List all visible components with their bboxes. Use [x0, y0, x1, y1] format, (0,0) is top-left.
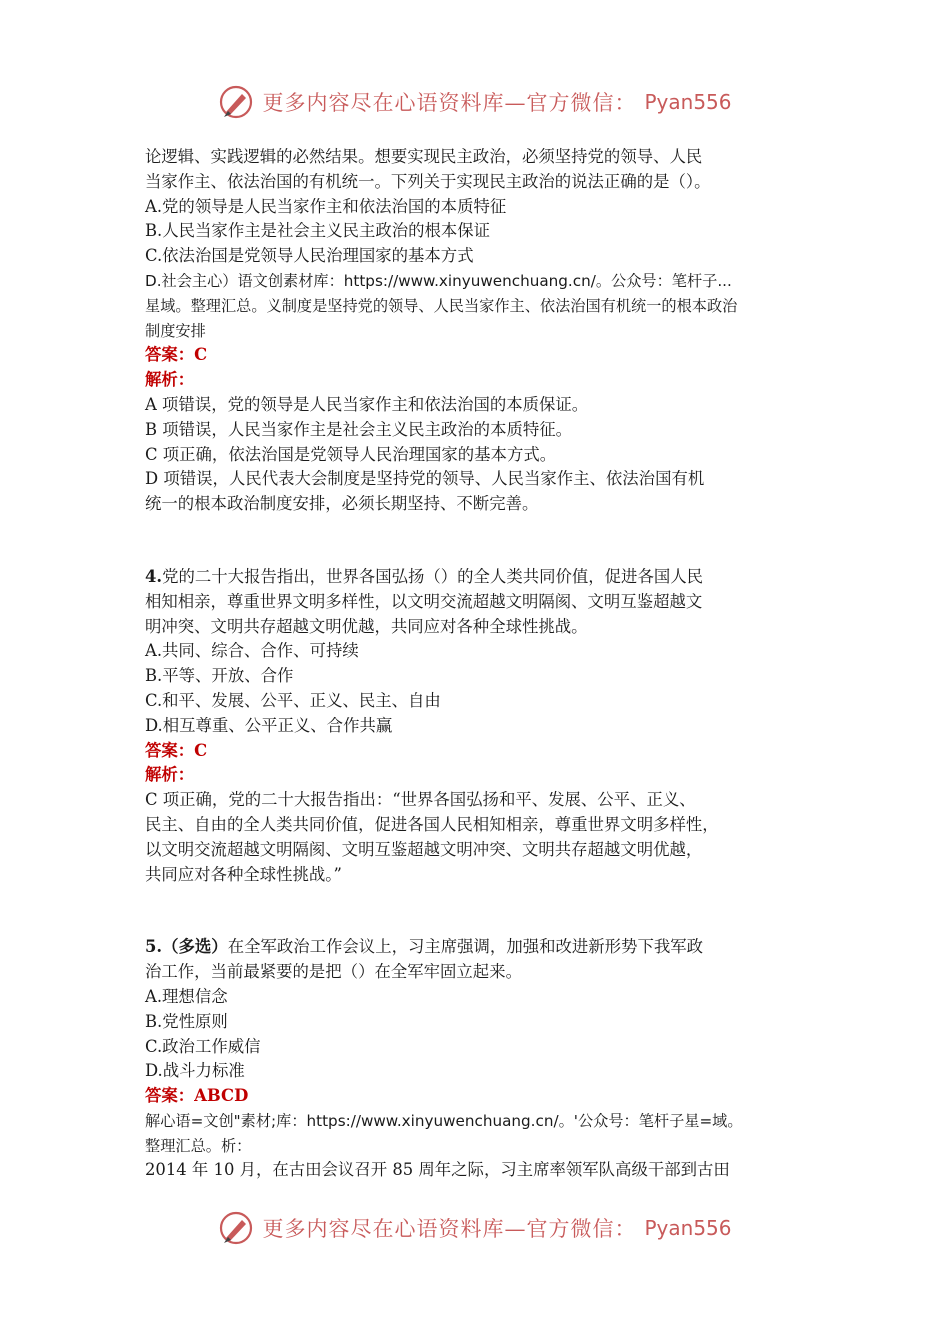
q3-analysis-line: B 项错误，人民当家作主是社会主义民主政治的本质特征。 — [145, 419, 573, 439]
q5-analysis-mixed: 整理汇总。析： — [145, 1136, 252, 1155]
q4-analysis-line: 民主、自由的全人类共同价值，促进各国人民相知相亲，尊重世界文明多样性， — [145, 814, 719, 834]
q4-number: 4. — [145, 566, 163, 586]
q3-option-b: B.人民当家作主是社会主义民主政治的根本保证 — [145, 221, 491, 241]
footer-banner — [0, 1210, 950, 1246]
q5-option-d: D.战斗力标准 — [145, 1061, 245, 1081]
pen-logo-icon — [218, 84, 254, 120]
q4-line: 相知相亲，尊重世界文明多样性，以文明交流超越文明隔阂、文明互鉴超越文 — [145, 591, 703, 611]
q3-line: 当家作主、依法治国的有机统一。下列关于实现民主政治的说法正确的是（）。 — [145, 171, 711, 191]
q3-option-c: C.依法治国是党领导人民治理国家的基本方式 — [145, 246, 474, 266]
q4-option-a: A.共同、综合、合作、可持续 — [145, 641, 359, 661]
banner-code: Pyan556 — [644, 90, 732, 114]
q4-answer: 答案：C — [145, 740, 208, 760]
banner-text: 更多内容尽在心语资料库—官方微信： — [262, 91, 637, 115]
q3-option-d: D.社会主心）语文创素材库：https://www.xinyuwenchuang.cn/。公众号：笔杆子... — [145, 271, 732, 290]
q3-option-d: 星域。整理汇总。义制度是坚持党的领导、人民当家作主、依法治国有机统一的根本政治 — [145, 296, 738, 315]
q4-option-c: C.和平、发展、公平、正义、民主、自由 — [145, 690, 441, 710]
q4-analysis-line: 以文明交流超越文明隔阂、文明互鉴超越文明冲突、文明共存超越文明优越， — [145, 839, 703, 859]
q5-stem — [145, 935, 810, 960]
spacer — [145, 517, 810, 565]
q4-analysis-label: 解析： — [145, 765, 195, 785]
q4-line: 明冲突、文明共存超越文明优越，共同应对各种全球性挑战。 — [145, 616, 588, 636]
q3-analysis-label: 解析： — [145, 370, 195, 390]
q3-option-d: 制度安排 — [145, 321, 206, 340]
q3-answer: 答案：C — [145, 345, 208, 365]
q5-analysis-mixed: 解心语=文创"素材;库：https://www.xinyuwenchuang.cn/。'公众号：笔杆子星=域。 — [145, 1111, 743, 1130]
q5-line: 治工作，当前最紧要的是把（）在全军牢固立起来。 — [145, 962, 522, 982]
q5-stem-text: 在全军政治工作会议上，习主席强调，加强和改进新形势下我军政 — [227, 937, 704, 957]
q5-number: 5.（多选） — [145, 937, 228, 957]
q4-analysis-line: 共同应对各种全球性挑战。” — [145, 864, 342, 884]
q4-analysis-line: C 项正确，党的二十大报告指出：“世界各国弘扬和平、发展、公平、正义、 — [145, 790, 696, 810]
q3-line: 论逻辑、实践逻辑的必然结果。想要实现民主政治，必须坚持党的领导、人民 — [145, 147, 703, 166]
q3-analysis-line: A 项错误，党的领导是人民当家作主和依法治国的本质保证。 — [145, 394, 589, 414]
q5-option-a: A.理想信念 — [145, 986, 228, 1006]
header-banner — [0, 84, 950, 120]
pen-logo-icon — [218, 1210, 254, 1246]
banner-text: 更多内容尽在心语资料库—官方微信： — [262, 1217, 637, 1241]
q4-stem-text: 党的二十大报告指出，世界各国弘扬（）的全人类共同价值，促进各国人民 — [162, 566, 704, 586]
q5-analysis-line: 2014 年 10 月，在古田会议召开 85 周年之际，习主席率领军队高级干部到古田 — [145, 1160, 730, 1180]
q5-option-b: B.党性原则 — [145, 1011, 228, 1031]
q3-analysis-line: 统一的根本政治制度安排，必须长期坚持、不断完善。 — [145, 494, 539, 514]
document-body — [145, 145, 810, 1183]
q4-option-d: D.相互尊重、公平正义、合作共赢 — [145, 715, 393, 735]
banner-code: Pyan556 — [644, 1216, 732, 1240]
q3-option-a: A.党的领导是人民当家作主和依法治国的本质特征 — [145, 196, 507, 216]
q3-analysis-line: D 项错误，人民代表大会制度是坚持党的领导、人民当家作主、依法治国有机 — [145, 469, 705, 489]
q4-option-b: B.平等、开放、合作 — [145, 666, 294, 686]
q4-stem — [145, 565, 810, 590]
q5-answer: 答案：ABCD — [145, 1086, 249, 1106]
q5-option-c: C.政治工作威信 — [145, 1036, 261, 1056]
q3-analysis-line: C 项正确，依法治国是党领导人民治理国家的基本方式。 — [145, 444, 557, 464]
spacer — [145, 887, 810, 935]
